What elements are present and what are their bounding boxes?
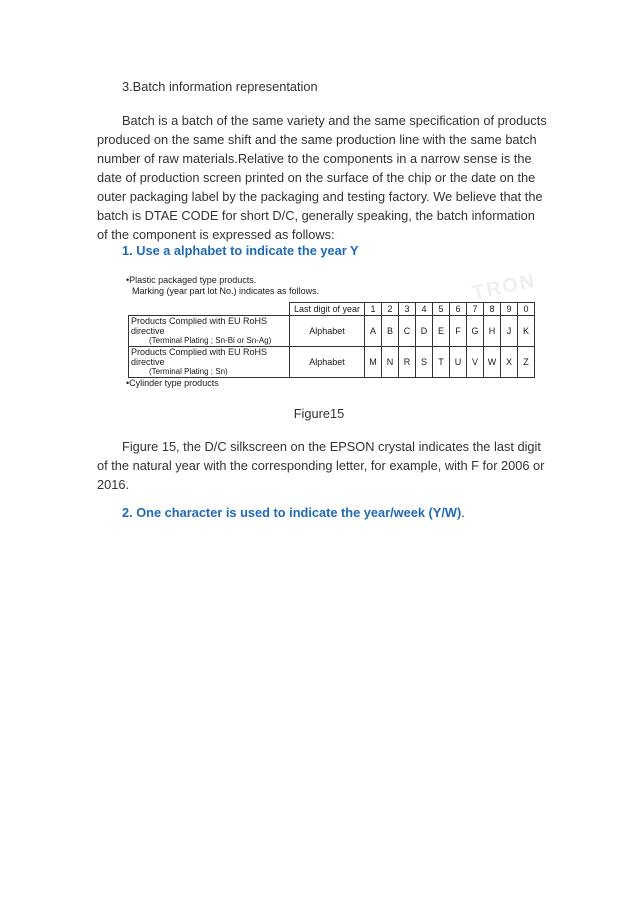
header-digit: 8 — [484, 303, 501, 316]
row-label-main: Products Complied with EU RoHS directive — [131, 347, 268, 367]
row-label-sub: (Terminal Plating ; Sn-Bi or Sn-Ag) — [149, 336, 272, 345]
watermark: TRON — [470, 269, 539, 305]
letter-cell: J — [501, 316, 518, 347]
paragraph-epson-explanation: Figure 15, the D/C silkscreen on the EPSON crystal indicates the last digit of the natural year with the corresponding letter, for example, with F for 2006 or 2016. — [97, 439, 545, 492]
row-label — [129, 316, 290, 347]
figure-footer: •Cylinder type products — [126, 378, 219, 388]
figure-marking-table — [122, 269, 563, 394]
header-digit: 5 — [433, 303, 450, 316]
header-digit: 6 — [450, 303, 467, 316]
row-label-main: Products Complied with EU RoHS directive — [131, 316, 268, 336]
letter-cell: H — [484, 316, 501, 347]
letter-cell: N — [382, 347, 399, 378]
header-digit: 9 — [501, 303, 518, 316]
header-digit: 7 — [467, 303, 484, 316]
header-last-digit: Last digit of year — [290, 303, 365, 316]
letter-cell: Z — [518, 347, 535, 378]
section-title: 3.Batch information representation — [122, 79, 318, 94]
letter-cell: X — [501, 347, 518, 378]
heading-year-week — [122, 503, 465, 522]
row-label-sub: (Terminal Plating ; Sn) — [149, 367, 228, 376]
heading-year-week-period: . — [461, 505, 465, 520]
figure-title-line2: Marking (year part lot No.) indicates as follows. — [132, 286, 320, 296]
letter-cell: A — [365, 316, 382, 347]
row-label — [129, 347, 290, 378]
letter-cell: S — [416, 347, 433, 378]
header-digit: 2 — [382, 303, 399, 316]
header-digit: 3 — [399, 303, 416, 316]
figure-caption: Figure15 — [293, 406, 345, 421]
table-corner — [129, 303, 290, 316]
letter-cell: V — [467, 347, 484, 378]
letter-cell: G — [467, 316, 484, 347]
letter-cell: R — [399, 347, 416, 378]
letter-cell: M — [365, 347, 382, 378]
header-digit: 4 — [416, 303, 433, 316]
letter-cell: D — [416, 316, 433, 347]
letter-cell: W — [484, 347, 501, 378]
letter-cell: C — [399, 316, 416, 347]
letter-cell: E — [433, 316, 450, 347]
row-kind: Alphabet — [290, 347, 365, 378]
header-digit: 1 — [365, 303, 382, 316]
header-digit: 0 — [518, 303, 535, 316]
heading-alphabet-year: 1. Use a alphabet to indicate the year Y — [122, 243, 359, 258]
heading-year-week-text: 2. One character is used to indicate the year/week (Y/W) — [122, 505, 462, 520]
row-kind: Alphabet — [290, 316, 365, 347]
table-row — [129, 347, 535, 378]
marking-table — [128, 302, 535, 378]
letter-cell: F — [450, 316, 467, 347]
letter-cell: B — [382, 316, 399, 347]
paragraph-batch-definition: Batch is a batch of the same variety and the same specification of products produced on the same shift and the same production line with the same batch number of raw materials.Relative to the components in a narrow sense is the date of production screen printed on the surface of the chip or the date on the outer packaging label by the packaging and testing factory. We believe that the batch is DTAE CODE for short D/C, generally speaking, the batch information of the component is expressed as follows: — [97, 113, 547, 242]
letter-cell: U — [450, 347, 467, 378]
letter-cell: K — [518, 316, 535, 347]
table-header-row — [129, 303, 535, 316]
table-row — [129, 316, 535, 347]
letter-cell: T — [433, 347, 450, 378]
figure-title-line1: •Plastic packaged type products. — [126, 275, 257, 285]
